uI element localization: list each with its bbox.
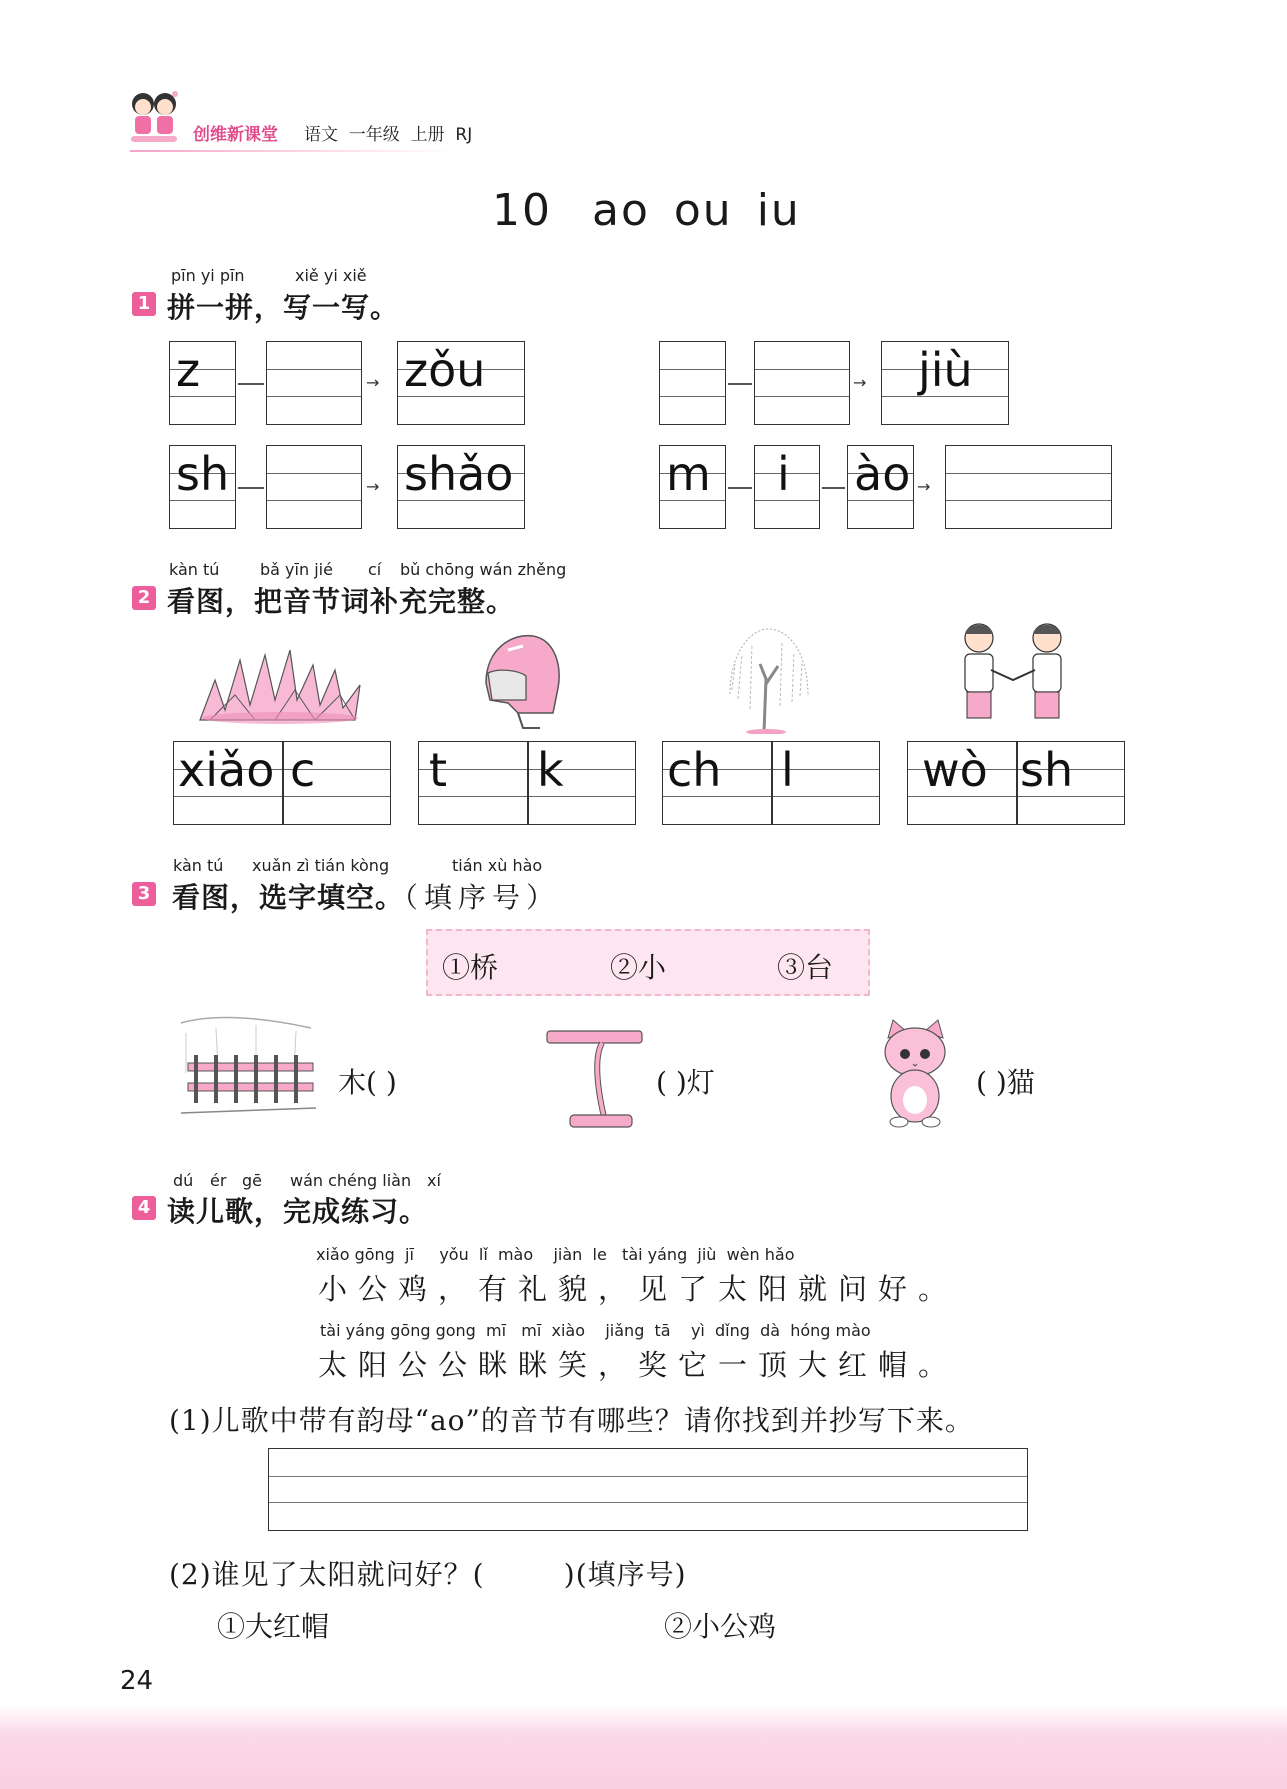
q1-connector [238, 487, 264, 489]
bridge-image [176, 1013, 321, 1120]
q4-pinyin-1: dú [173, 1171, 194, 1190]
poem-line-1: 小公鸡，有礼貌，见了太阳就问好。 [318, 1272, 959, 1306]
header-subject: 语文 一年级 上册 RJ [304, 125, 473, 145]
q4-pinyin-5: xí [427, 1171, 441, 1190]
q4-pinyin-3: gē [242, 1171, 262, 1190]
q4-sub-question-1: (1)儿歌中带有韵母“ao”的音节有哪些？请你找到并抄写下来。 [169, 1404, 974, 1437]
lesson-title [492, 185, 825, 236]
q1-box-a3: zǒu [397, 341, 525, 425]
poem-line-2: 太阳公公眯眯笑，奖它一顶大红帽。 [318, 1348, 959, 1382]
q3-pinyin-3: tián xù hào [452, 856, 543, 875]
poem-line-2-pinyin: tài yáng gōng gong mī mī xiào jiǎng tā yì dǐng dà hóng mào [320, 1321, 871, 1340]
q4-number-badge: 4 [132, 1196, 156, 1220]
willow-tree-image [720, 624, 815, 734]
q4-answer-lines[interactable] [268, 1448, 1028, 1531]
poem-line-1-pinyin: xiǎo gōng jī yǒu lǐ mào jiàn le tài yáng jiù wèn hǎo [316, 1245, 795, 1264]
q4-sub-question-2[interactable]: (2)谁见了太阳就问好？( )(填序号) [169, 1558, 687, 1591]
q2-pinyin-4: bǔ chōng wán zhěng [400, 560, 567, 579]
q1-connector [728, 487, 752, 489]
arrow-icon: → [917, 477, 931, 496]
q1-connector [238, 383, 264, 385]
q1-connector [728, 383, 752, 385]
q1-box-d3: ào [847, 445, 914, 529]
handshake-image [953, 620, 1073, 728]
helmet-image [478, 628, 563, 734]
q1-box-d4[interactable] [945, 445, 1112, 529]
q3-blank-2[interactable]: ( )灯 [656, 1066, 715, 1099]
grass-image [195, 640, 365, 725]
q3-pinyin-1: kàn tú [173, 856, 224, 875]
arrow-icon: → [853, 373, 867, 392]
q1-box-b2[interactable] [754, 341, 850, 425]
q1-box-b1[interactable] [659, 341, 726, 425]
q1-box-c1: sh [169, 445, 236, 529]
page-number: 24 [120, 1666, 154, 1696]
q2-pinyin-2: bǎ yīn jié [260, 560, 333, 579]
q4-pinyin-2: ér [210, 1171, 227, 1190]
q2-pinyin-3: cí [368, 560, 382, 579]
q3-pinyin-2: xuǎn zì tián kòng [252, 856, 390, 875]
q4-instruction: 读儿歌，完成练习。 [167, 1195, 429, 1228]
arrow-icon: → [366, 477, 380, 496]
q1-pinyin-2: xiě yi xiě [295, 266, 367, 285]
q4-pinyin-4: wán chéng liàn [290, 1171, 412, 1190]
q3-choice-2: ②小 [610, 951, 667, 984]
footer-band [0, 1705, 1287, 1789]
q3-choice-3: ③台 [777, 951, 834, 984]
desk-lamp-image [542, 1027, 646, 1132]
q2-answer-box-2[interactable]: t k [418, 741, 636, 825]
q3-instruction [172, 876, 560, 916]
q2-pinyin-1: kàn tú [169, 560, 220, 579]
q4-option-1: ①大红帽 [217, 1610, 330, 1643]
q2-answer-box-3[interactable]: ch l [662, 741, 880, 825]
q3-blank-3[interactable]: ( )猫 [976, 1066, 1035, 1099]
q2-answer-box-1[interactable]: xiǎo c [173, 741, 391, 825]
q3-instruction-text: 看图，选字填空。 [172, 881, 405, 914]
lesson-number: 10 [492, 185, 552, 236]
q1-instruction: 拼一拼，写一写。 [167, 291, 400, 324]
q1-box-c2[interactable] [266, 445, 362, 529]
header-brand: 创维新课堂 [193, 125, 278, 145]
q4-option-2: ②小公鸡 [664, 1610, 777, 1643]
q3-blank-1[interactable]: 木( ) [338, 1066, 397, 1099]
q1-box-a2[interactable] [266, 341, 362, 425]
q2-answer-box-4[interactable]: wò sh [907, 741, 1125, 825]
title-word-1: ao [592, 185, 650, 236]
title-word-2: ou [673, 185, 733, 236]
q1-box-d1: m [659, 445, 726, 529]
q2-instruction: 看图，把音节词补充完整。 [167, 585, 516, 618]
header-divider [130, 150, 460, 152]
q3-number-badge: 3 [132, 882, 156, 906]
q2-number-badge: 2 [132, 586, 156, 610]
q1-pinyin-1: pīn yi pīn [171, 266, 245, 285]
q3-instruction-note: （填序号） [404, 881, 561, 914]
title-word-3: iu [756, 185, 801, 236]
q1-connector [822, 487, 845, 489]
q1-box-a1: z [169, 341, 236, 425]
cat-image [873, 1018, 958, 1130]
q3-choice-1: ①桥 [442, 951, 499, 984]
q1-box-d2: i [754, 445, 820, 529]
q1-box-c3: shǎo [397, 445, 525, 529]
q1-box-b3: jiù [881, 341, 1009, 425]
header-logo [127, 88, 183, 152]
arrow-icon: → [366, 373, 380, 392]
q1-number-badge: 1 [132, 292, 156, 316]
